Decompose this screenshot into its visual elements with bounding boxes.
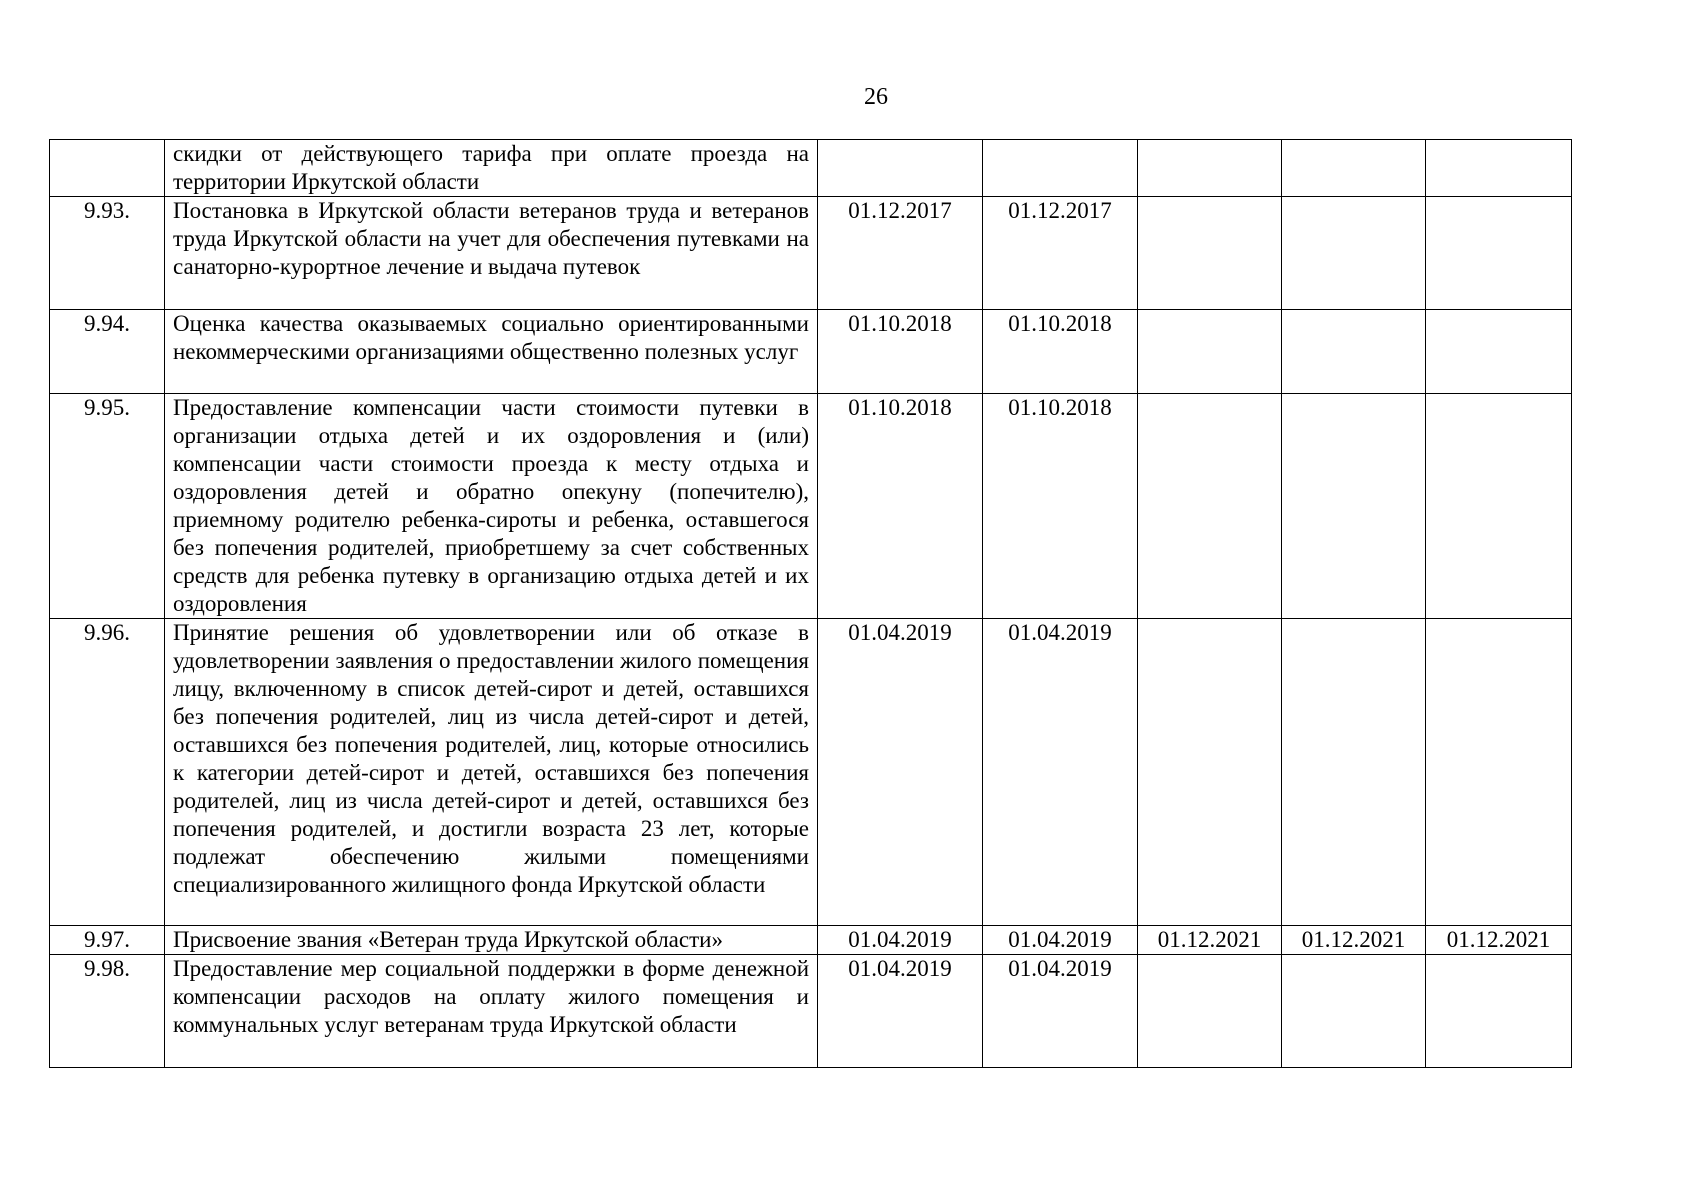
table-row	[50, 310, 1572, 394]
date-cell	[818, 140, 983, 197]
service-description: скидки от действующего тарифа при оплате проезда на территории Иркутской области	[165, 140, 818, 197]
table-row	[50, 140, 1572, 197]
row-number: 9.96.	[50, 619, 165, 926]
table-row	[50, 955, 1572, 1068]
date-cell	[1426, 310, 1572, 394]
date-cell: 01.12.2021	[1282, 926, 1426, 955]
date-cell: 01.10.2018	[983, 394, 1138, 619]
date-cell: 01.10.2018	[818, 394, 983, 619]
date-cell	[1138, 310, 1282, 394]
row-number: 9.98.	[50, 955, 165, 1068]
row-number: 9.97.	[50, 926, 165, 955]
date-cell	[1282, 619, 1426, 926]
table-row	[50, 619, 1572, 926]
date-cell	[1426, 619, 1572, 926]
table-row	[50, 394, 1572, 619]
date-cell: 01.04.2019	[818, 926, 983, 955]
date-cell	[1282, 197, 1426, 310]
service-description: Принятие решения об удовлетворении или об отказе в удовлетворении заявления о предоставлении жилого помещения лицу, включенному в список детей-сирот и детей, оставшихся без попечения родителей, лиц из числа детей-сирот и детей, оставшихся без попечения родителей, лиц, которые относились к категории детей-сирот и детей, оставшихся без попечения родителей, лиц из числа детей-сирот и детей, оставшихся без попечения родителей, и достигли возраста 23 лет, которые подлежат обеспечению жилыми помещениями специализированного жилищного фонда Иркутской области	[165, 619, 818, 926]
service-description: Предоставление мер социальной поддержки в форме денежной компенсации расходов на оплату жилого помещения и коммунальных услуг ветеранам труда Иркутской области	[165, 955, 818, 1068]
date-cell	[1426, 955, 1572, 1068]
table-row	[50, 197, 1572, 310]
date-cell	[1138, 955, 1282, 1068]
date-cell	[1138, 394, 1282, 619]
service-description: Предоставление компенсации части стоимости путевки в организации отдыха детей и их оздоровления и (или) компенсации части стоимости проезда к месту отдыха и оздоровления детей и обратно опекуну (попечителю), приемному родителю ребенка-сироты и ребенка, оставшегося без попечения родителей, приобретшему за счет собственных средств для ребенка путевку в организацию отдыха детей и их оздоровления	[165, 394, 818, 619]
date-cell: 01.10.2018	[983, 310, 1138, 394]
date-cell	[1426, 394, 1572, 619]
row-number: 9.95.	[50, 394, 165, 619]
date-cell	[1282, 140, 1426, 197]
date-cell	[1138, 619, 1282, 926]
date-cell: 01.04.2019	[818, 619, 983, 926]
date-cell: 01.04.2019	[983, 619, 1138, 926]
date-cell: 01.04.2019	[983, 926, 1138, 955]
row-number	[50, 140, 165, 197]
date-cell: 01.10.2018	[818, 310, 983, 394]
page-number: 26	[864, 84, 888, 110]
date-cell	[1138, 140, 1282, 197]
date-cell	[983, 140, 1138, 197]
service-description: Постановка в Иркутской области ветеранов труда и ветеранов труда Иркутской области на учет для обеспечения путевками на санаторно-курортное лечение и выдача путевок	[165, 197, 818, 310]
date-cell	[1426, 140, 1572, 197]
service-description: Присвоение звания «Ветеран труда Иркутской области»	[165, 926, 818, 955]
date-cell: 01.12.2017	[983, 197, 1138, 310]
date-cell: 01.12.2021	[1138, 926, 1282, 955]
date-cell	[1282, 394, 1426, 619]
date-cell	[1426, 197, 1572, 310]
date-cell	[1138, 197, 1282, 310]
service-description: Оценка качества оказываемых социально ориентированными некоммерческими организациями общественно полезных услуг	[165, 310, 818, 394]
date-cell	[1282, 310, 1426, 394]
services-table	[49, 139, 1572, 1068]
date-cell: 01.12.2021	[1426, 926, 1572, 955]
row-number: 9.93.	[50, 197, 165, 310]
date-cell: 01.12.2017	[818, 197, 983, 310]
date-cell: 01.04.2019	[818, 955, 983, 1068]
date-cell	[1282, 955, 1426, 1068]
table-row	[50, 926, 1572, 955]
date-cell: 01.04.2019	[983, 955, 1138, 1068]
row-number: 9.94.	[50, 310, 165, 394]
